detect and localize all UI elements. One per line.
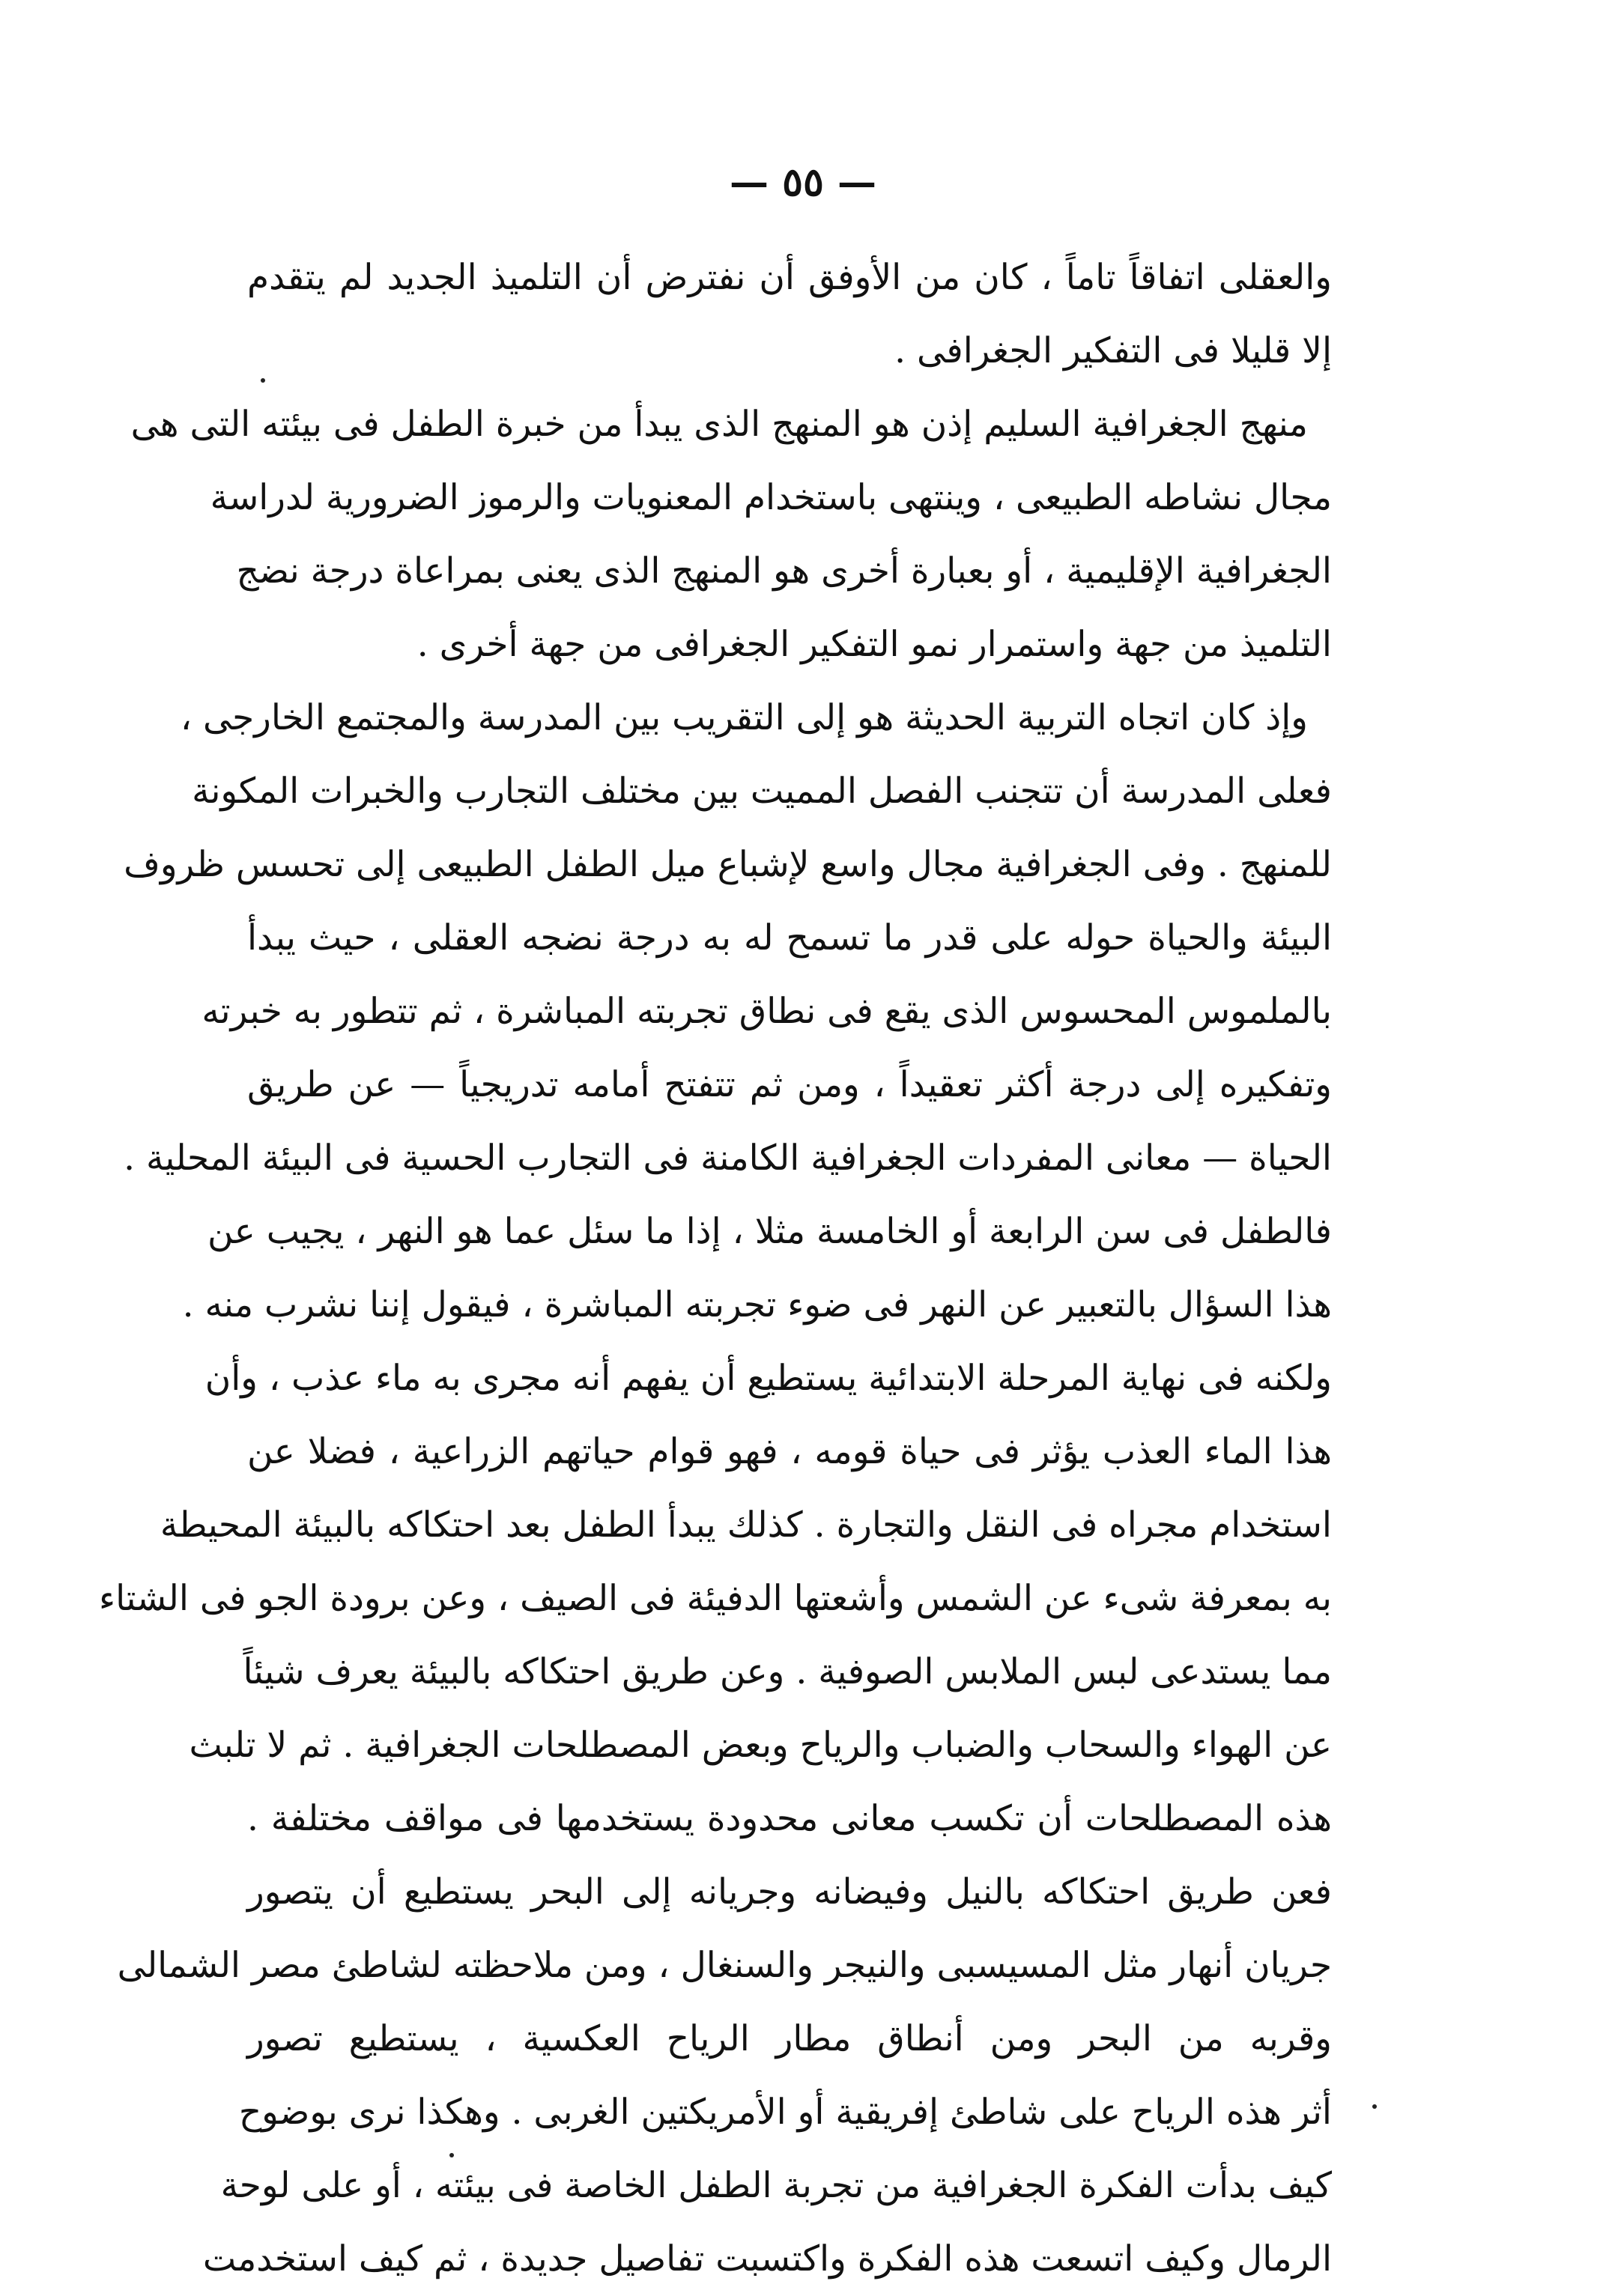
text-line: بالملموس المحسوس الذى يقع فى نطاق تجربته المباشرة ، ثم تتطور به خبرته bbox=[201, 991, 1332, 1032]
text-line: فعلى المدرسة أن تتجنب الفصل المميت بين مختلف التجارب والخبرات المكونة bbox=[192, 771, 1332, 812]
text-line: هذا السؤال بالتعبير عن النهر فى ضوء تجربته المباشرة ، فيقول إننا نشرب منه . bbox=[182, 1284, 1332, 1325]
scan-speck bbox=[449, 2153, 454, 2157]
text-line: الجغرافية الإقليمية ، أو بعبارة أخرى هو المنهج الذى يعنى بمراعاة درجة نضج bbox=[236, 550, 1332, 592]
text-line: استخدام مجراه فى النقل والتجارة . كذلك يبدأ الطفل بعد احتكاكه بالبيئة المحيطة bbox=[160, 1504, 1332, 1546]
body-text bbox=[98, 241, 1332, 2296]
text-line: البيئة والحياة حوله على قدر ما تسمح له به درجة نضجه العقلى ، حيث يبدأ bbox=[247, 917, 1332, 959]
text-line: التلميذ من جهة واستمرار نمو التفكير الجغرافى من جهة أخرى . bbox=[416, 624, 1332, 665]
text-line: إلا قليلا فى التفكير الجغرافى . bbox=[894, 330, 1332, 371]
text-line: جريان أنهار مثل المسيسبى والنيجر والسنغال ، ومن ملاحظته لشاطئ مصر الشمالى bbox=[117, 1945, 1332, 1986]
text-line: به بمعرفة شىء عن الشمس وأشعتها الدفيئة فى الصيف ، وعن برودة الجو فى الشتاء bbox=[98, 1578, 1332, 1619]
text-line: فعن طريق احتكاكه بالنيل وفيضانه وجريانه إلى البحر يستطيع أن يتصور bbox=[247, 1871, 1332, 1913]
scan-speck bbox=[261, 378, 265, 383]
text-line: منهج الجغرافية السليم إذن هو المنهج الذى يبدأ من خبرة الطفل فى بيئته التى هى bbox=[130, 404, 1308, 445]
text-line: وإذ كان اتجاه التربية الحديثة هو إلى التقريب بين المدرسة والمجتمع الخارجى ، bbox=[180, 697, 1308, 738]
text-line: مما يستدعى لبس الملابس الصوفية . وعن طريق احتكاكه بالبيئة يعرف شيئاً bbox=[243, 1651, 1332, 1692]
page-number: — ٥٥ — bbox=[729, 160, 877, 205]
text-line: كيف بدأت الفكرة الجغرافية من تجربة الطفل الخاصة فى بيئته ، أو على لوحة bbox=[220, 2165, 1332, 2206]
text-line: عن الهواء والسحاب والضباب والرياح وبعض المصطلحات الجغرافية . ثم لا تلبث bbox=[189, 1725, 1332, 1766]
text-line: هذا الماء العذب يؤثر فى حياة قومه ، فهو قوام حياتهم الزراعية ، فضلا عن bbox=[247, 1431, 1332, 1472]
text-line: ولكنه فى نهاية المرحلة الابتدائية يستطيع أن يفهم أنه مجرى به ماء عذب ، وأن bbox=[204, 1358, 1332, 1399]
text-line: وتفكيره إلى درجة أكثر تعقيداً ، ومن ثم تتفتح أمامه تدريجياً — عن طريق bbox=[247, 1064, 1332, 1105]
text-line: والعقلى اتفاقاً تاماً ، كان من الأوفق أن نفترض أن التلميذ الجديد لم يتقدم bbox=[247, 257, 1332, 298]
text-line: للمنهج . وفى الجغرافية مجال واسع لإشباع ميل الطفل الطبيعى إلى تحسس ظروف bbox=[124, 844, 1332, 885]
text-line: هذه المصطلحات أن تكسب معانى محدودة يستخدمها فى مواقف مختلفة . bbox=[247, 1798, 1332, 1839]
text-line: فالطفل فى سن الرابعة أو الخامسة مثلا ، إذا ما سئل عما هو النهر ، يجيب عن bbox=[207, 1211, 1332, 1252]
text-line: أثر هذه الرياح على شاطئ إفريقية أو الأمريكتين الغربى . وهكذا نرى بوضوح bbox=[238, 2092, 1332, 2133]
scan-speck bbox=[1372, 2104, 1377, 2109]
text-line: وقربه من البحر ومن أنطاق مطار الرياح العكسية ، يستطيع تصور bbox=[247, 2018, 1332, 2059]
text-line: الحياة — معانى المفردات الجغرافية الكامنة فى التجارب الحسية فى البيئة المحلية . bbox=[124, 1138, 1332, 1179]
text-line: مجال نشاطه الطبيعى ، وينتهى باستخدام المعنويات والرموز الضرورية لدراسة bbox=[210, 477, 1332, 518]
text-line: الرمال وكيف اتسعت هذه الفكرة واكتسبت تفاصيل جديدة ، ثم كيف استخدمت bbox=[202, 2238, 1332, 2280]
